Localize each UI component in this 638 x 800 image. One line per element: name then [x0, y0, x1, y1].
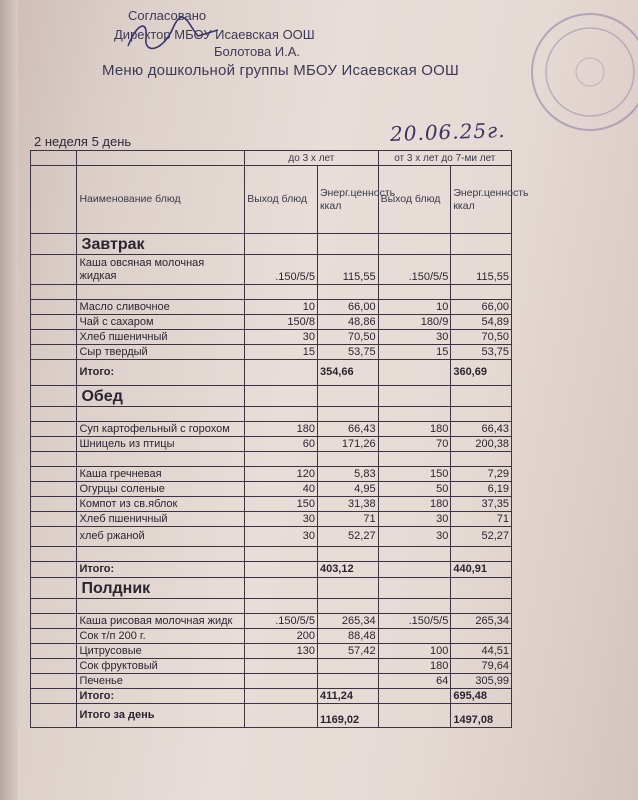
- section-breakfast: [31, 234, 512, 255]
- group-under-3: до 3 х лет: [245, 151, 378, 166]
- table-row: хлеб ржаной 30 52,27 30 52,27: [31, 527, 512, 547]
- col-yield-b: Выход блюд: [378, 166, 451, 234]
- spacer-row: [31, 285, 512, 300]
- total-row-lunch: Итого: 403,12 440,91: [31, 562, 512, 578]
- menu-table: [30, 150, 529, 728]
- group-3-to-7: от 3 х лет до 7-ми лет: [378, 151, 511, 166]
- col-yield-a: Выход блюд: [245, 166, 318, 234]
- table-row: Хлеб пшеничный 30 70,50 30 70,50: [31, 330, 512, 345]
- round-stamp: [528, 2, 638, 142]
- table-row: Печенье 64 305,99: [31, 674, 512, 689]
- handwritten-date: 20.06.25г.: [389, 117, 506, 146]
- table-row: Масло сливочное 10 66,00 10 66,00: [31, 300, 512, 315]
- section-lunch: [31, 386, 512, 407]
- table-row: Компот из св.яблок 150 31,38 180 37,35: [31, 497, 512, 512]
- week-day-label: 2 неделя 5 день: [34, 134, 132, 149]
- table-row: Сыр твердый 15 53,75 15 53,75: [31, 345, 512, 360]
- approval-line-3: Болотова И.А.: [214, 44, 301, 59]
- approval-line-1: Согласовано: [128, 8, 207, 23]
- section-snack: [31, 578, 512, 599]
- table-row: Чай с сахаром 150/8 48,86 180/9 54,89: [31, 315, 512, 330]
- table-header-groups: [31, 151, 512, 166]
- table-row: Каша гречневая 120 5,83 150 7,29: [31, 467, 512, 482]
- col-energy-a: Энерг.ценность ккал: [317, 166, 378, 234]
- section-title: Обед: [77, 386, 245, 407]
- table-row: Сок т/п 200 г. 200 88,48: [31, 629, 512, 644]
- col-energy-b: Энерг.ценность ккал: [451, 166, 512, 234]
- table-row: Суп картофельный с горохом 180 66,43 180 66,43: [31, 422, 512, 437]
- spacer-row: [31, 452, 512, 467]
- total-row-breakfast: Итого: 354,66 360,69: [31, 360, 512, 386]
- total-row-snack: Итого: 411,24 695,48: [31, 689, 512, 704]
- table-row: Каша рисовая молочная жидк .150/5/5 265,34 .150/5/5 265,34: [31, 614, 512, 629]
- section-title: Завтрак: [77, 234, 245, 255]
- table-row: Огурцы соленые 40 4,95 50 6,19: [31, 482, 512, 497]
- table-row: Сок фруктовый 180 79,64: [31, 659, 512, 674]
- col-dish-name: Наименование блюд: [77, 166, 245, 234]
- table-header-columns: [31, 166, 512, 234]
- table-row: Цитрусовые 130 57,42 100 44,51: [31, 644, 512, 659]
- table-row: Хлеб пшеничный 30 71 30 71: [31, 512, 512, 527]
- table-row: Каша овсяная молочная жидкая .150/5/5 115,55 .150/5/5 115,55: [31, 255, 512, 285]
- spacer-row: [31, 407, 512, 422]
- spacer-row: [31, 547, 512, 562]
- spacer-row: [31, 599, 512, 614]
- menu-title: Меню дошкольной группы МБОУ Исаевская ООШ: [102, 62, 459, 79]
- approval-line-2: Директор МБОУ Исаевская ООШ: [114, 27, 315, 42]
- section-title: Полдник: [77, 578, 245, 599]
- day-total-row: Итого за день 1169,02 1497,08: [31, 704, 512, 728]
- table-row: Шницель из птицы 60 171,26 70 200,38: [31, 437, 512, 452]
